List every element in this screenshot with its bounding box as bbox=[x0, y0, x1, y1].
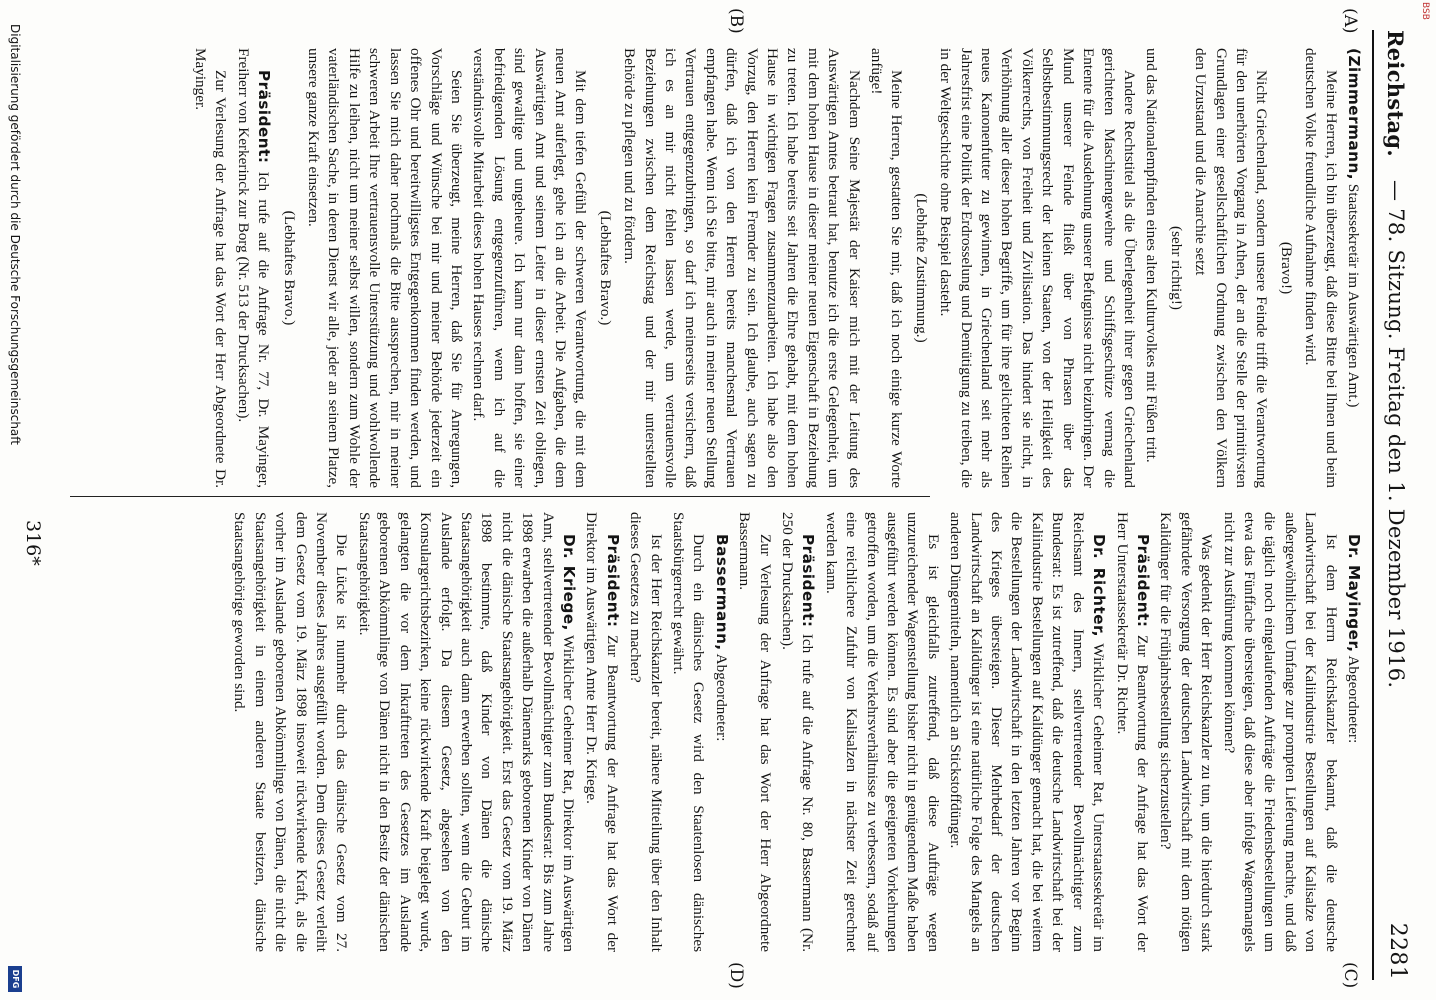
speaker-name: Dr. Kriege, bbox=[559, 534, 578, 631]
paragraph bbox=[1111, 512, 1153, 952]
margin-marker-c: (C) bbox=[1340, 962, 1360, 989]
paragraph bbox=[581, 512, 623, 952]
paragraph-text: Ich rufe auf die Anfrage Nr. 80, Bassermann (Nr. 250 der Drucksachen). bbox=[779, 512, 817, 952]
paragraph bbox=[232, 48, 274, 488]
paragraph: Die Lücke ist nunmehr durch das dänische Gesetz vom 27. November dieses Jahres ausgefüllt worden. Dem dieses Gesetz verleiht dem Gesetz vom 19. März 1898 insoweit rückwirkende Kraft, als die vorher im Auslande geborenen Abkömmlinge von Dänen, die nicht die Staatsangehörigkeit in einem anderen Staate besitzen, dänische Staatsangehörige geworden sind. bbox=[231, 512, 351, 952]
left-column bbox=[84, 48, 1364, 488]
paragraph: Seien Sie überzeugt, meine Herren, daß Sie für Anregungen, Vorschläge und Wünsche bei mir und meiner Behörde jederzeit ein offenes Ohr und bereitwilligstes Entgegenkommen finden werden, und lassen Sie mich daher nochmals die Bitte aussprechen, mir in meiner schweren Arbeit Ihre vertrauensvolle Unterstützung und wohlwollende Hilfe zu leihen, nicht um meiner selbst willen, sondern zum Wohle der vaterländischen Sache, in deren Dienst wir alle, jeder an seinem Platze, unsere ganze Kraft einsetzen. bbox=[305, 48, 465, 488]
right-column bbox=[84, 512, 1364, 952]
header-title: Reichstag. bbox=[1383, 30, 1408, 157]
paragraph bbox=[710, 512, 731, 952]
applause-note: (Lebhaftes Bravo.) bbox=[596, 210, 614, 326]
speaker-role: Abgeordneter: bbox=[712, 653, 730, 742]
speaker-name: (Zimmermann, bbox=[1345, 48, 1363, 181]
applause-note: (sehr richtig!) bbox=[1167, 226, 1185, 310]
speaker-name: Präsident: bbox=[255, 70, 274, 164]
paragraph: Mit dem tiefen Gefühl der schweren Verantwortung, die mit dem neuen Amt auferlegt, gehe ich an die Arbeit. Die Aufgaben, die dem Auswärtigen Amt und seinem Leiter in dieser ernsten Zeit obliegen, sind gewaltige und ungeheure. Ich kann nur dann hoffen, sie einer befriedigenden Lösung entgegenzuführen, wenn ich auf die verständnisvolle Mitarbeit dieses hohen Hauses rechnen darf. bbox=[470, 48, 590, 488]
speaker-name: Dr. Richter, bbox=[1090, 534, 1109, 638]
header-session: — 78. Sitzung. Freitag den 1. Dezember 1916. bbox=[1384, 180, 1408, 689]
margin-marker-b: (B) bbox=[726, 8, 746, 34]
paragraph-text: Zur Beantwortung der Anfrage hat das Wort der Herr Unterstaatssekretär Dr. Richter. bbox=[1113, 512, 1151, 952]
speaker-role: Wirklicher Geheimer Rat, Direktor im Auswärtigen Amt, stellvertretender Bevollmächtigter zum Bundesrat: bbox=[539, 512, 577, 952]
library-stamp: BSB bbox=[1420, 2, 1430, 20]
applause-note: (Lebhaftes Bravo.) bbox=[280, 210, 298, 326]
paragraph-text: Es ist zutreffend, daß die deutsche Landwirtschaft bei der Kaliindustrie Bestellungen auf Kalidünger gemacht hat, die bei weitem die Bestellungen der Landwirtschaft in den letzten Jahren vor Beginn des Krieges übersteigen. Dieser Mehrbedarf der deutschen Landwirtschaft an Kalidünger ist eine natürliche Folge des Mangels an anderen Düngemitteln, namentlich an Stickstoffdünger. bbox=[947, 512, 1067, 952]
margin-marker-a: (A) bbox=[1340, 8, 1360, 34]
speaker-name: Bassermann, bbox=[712, 534, 731, 651]
paragraph: Meine Herren, ich bin überzeugt, daß diese Bitte bei Ihnen und beim deutschen Volke freundliche Aufnahme finden wird. bbox=[1302, 48, 1340, 488]
paragraph bbox=[354, 512, 579, 952]
margin-marker-d: (D) bbox=[726, 962, 746, 989]
header-page-number: 2281 bbox=[1385, 922, 1410, 980]
paragraph-text: Ich rufe auf die Anfrage Nr. 77, Dr. Mayinger, Freiherr von Kerkerinck zur Borg (Nr. 513 der Drucksachen). bbox=[234, 48, 273, 488]
paragraph: Ist der Herr Reichskanzler bereit, nähere Mitteilung über den Inhalt dieses Gesetzes zu machen? bbox=[627, 512, 665, 952]
speaker-name: Präsident: bbox=[603, 534, 622, 628]
paragraph bbox=[1343, 48, 1364, 488]
paragraph: Ist dem Herrn Reichskanzler bekannt, daß die deutsche Landwirtschaft bei der Kaliindustrie Bestellungen auf Kalisalze von außergewöhnlichem Umfange zur prompten Lieferung machte, und daß die täglich noch eingelaufenden Aufträge die Friedensbestellungen um etwa das Fünffache übersteigen, daß diese aber infolge Wagenmangels nicht zur Ausführung kommen können? bbox=[1220, 512, 1340, 952]
paragraph: und das Nationalempfinden eines alten Kulturvolkes mit Füßen tritt. bbox=[1143, 48, 1161, 463]
paragraph-text: Zur Beantwortung der Anfrage hat das Wort der Direktor im Auswärtigen Amte Herr Dr. Kriege. bbox=[583, 512, 621, 952]
applause-note: (Lebhafte Zustimmung.) bbox=[912, 193, 930, 343]
paragraph: Zur Verlesung der Anfrage hat das Wort der Herr Abgeordnete Dr. Mayinger. bbox=[192, 48, 230, 488]
paragraph: Was gedenkt der Herr Reichskanzler zu tun, um die hierdurch stark gefährdete Versorgung der deutschen Landwirtschaft mit dem nötigen Kalidünger für die Frühjahrsbestellung sicherzustellen? bbox=[1157, 512, 1216, 952]
speaker-name: Präsident: bbox=[799, 534, 818, 628]
speaker-name: Präsident: bbox=[1133, 534, 1152, 628]
speaker-role: Wirklicher Geheimer Rat, Unterstaatssekretär im Reichsamt des Innern, stellvertretender Bevollmächtigter zum Bundesrat: bbox=[1049, 512, 1108, 952]
footer-page-number: 316* bbox=[22, 520, 44, 566]
dfg-logo: DFG bbox=[8, 966, 22, 992]
column-divider bbox=[70, 496, 930, 497]
speaker-role: Abgeordneter: bbox=[1345, 655, 1362, 744]
paragraph bbox=[945, 512, 1109, 952]
paragraph: Nachdem Seine Majestät der Kaiser mich mit der Leitung des Auswärtigen Amtes betraut hat, benutze ich die erste Gelegenheit, um mit dem hohen Hause in dieser meiner neuen Eigenschaft in Beziehung zu treten. Ich habe bereits seit Jahren die Ehre gehabt, mit dem hohen Hause in wichtigen Fragen zusammenzuarbeiten. Ich habe also den Vorzug, den Herren kein Fremder zu sein. Ich glaube, auch sagen zu dürfen, daß ich von den Herren bereits manchesmal Vertrauen empfangen habe. Wenn ich Sie bitte, mir auch in meiner neuen Stellung Vertrauen entgegenzubringen, so darf ich meinerseits versichern, daß ich es an mir nicht fehlen lassen werde, um vertrauensvolle Beziehungen zwischen dem Reichstag und der mir unterstellten Behörde zu pflegen und zu fördern. bbox=[621, 48, 863, 488]
applause-note: (Bravo!) bbox=[1277, 241, 1295, 295]
paragraph bbox=[777, 512, 819, 952]
running-header bbox=[1380, 30, 1410, 980]
credit-text: Digitalisierung gefördert durch die Deutsche Forschungsgemeinschaft bbox=[8, 24, 22, 446]
paragraph: Meine Herren, gestatten Sie mir, daß ich noch einige kurze Worte anfüge! bbox=[868, 48, 906, 488]
paragraph: Durch ein dänisches Gesetz wird den Staatenlosen dänisches Staatsbürgerrecht gewährt. bbox=[670, 512, 708, 952]
paragraph: Andere Rechtstitel als die Überlegenheit ihrer gegen Griechenland gerichteten Maschinengewehre und Schiffsgeschütze vermag die Entente für die Ausdehnung unserer Befugnisse nicht beizubringen. Der Mund unserer Feinde fließt über von Phrasen über das Selbstbestimmungsrecht der kleinen Staaten, von der Heiligkeit des Völkerrechts, von Freiheit und Zivilisation. Das hindert sie nicht, in Verhöhnung aller dieser hohen Begriffe, um für ihre gelichteten Reihen neues Kanonenfutter zu gewinnen, in Griechenland seit mehr als Jahresfrist eine Politik der Erdrosselung und Demütigung zu treiben, die in der Weltgeschichte ohne Beispiel dasteht. bbox=[937, 48, 1138, 488]
paragraph-text: Bis zum Jahre 1898 erwarben die außerhalb Dänemarks geborenen Kinder von Dänen nicht die dänische Staatsangehörigkeit. Erst das Gesetz vom 19. März 1898 bestimmte, daß Kinder von Dänen die dänische Staatsangehörigkeit auch dann erwerben sollten, wenn die Geburt im Auslande erfolgt. Da diesem Gesetz, abgesehen von den Konsulargerichtsbezirken, keine rückwirkende Kraft beigelegt wurde, gelangten die vor dem Inkrafttreten des Gesetzes im Auslande geborenen Abkömmlinge von Dänen nicht in den Besitz der dänischen Staatsangehörigkeit. bbox=[355, 512, 557, 952]
paragraph: Nicht Griechenland, sondern unsere Feinde trifft die Verantwortung für den unerhörten Vorgang in Athen, der an die Stelle der primitivsten Grundlagen einer gesellschaftlichen Ordnung zwischen den Völkern den Urzustand und die Anarchie setzt bbox=[1192, 48, 1271, 488]
speaker-role: Staatssekretär im Auswärtigen Amt.) bbox=[1345, 183, 1362, 408]
paragraph: Es ist gleichfalls zutreffend, daß diese Aufträge wegen unzureichender Wagenstellung bisher nicht in genügendem Maße haben ausgeführt werden können. Es sind aber die geeigneten Vorkehrungen getroffen worden, um die Verkehrsverhältnisse zu verbessern, sodaß auf eine reichlichere Zufuhr von Kalisalzen in nächster Zeit gerechnet werden kann. bbox=[822, 512, 942, 952]
speaker-name: Dr. Mayinger, bbox=[1345, 534, 1363, 653]
paragraph bbox=[1343, 512, 1364, 952]
paragraph: Zur Verlesung der Anfrage hat das Wort der Herr Abgeordnete Bassermann. bbox=[736, 512, 774, 952]
header-rule bbox=[1372, 30, 1374, 980]
digitization-credit bbox=[0, 0, 30, 1000]
